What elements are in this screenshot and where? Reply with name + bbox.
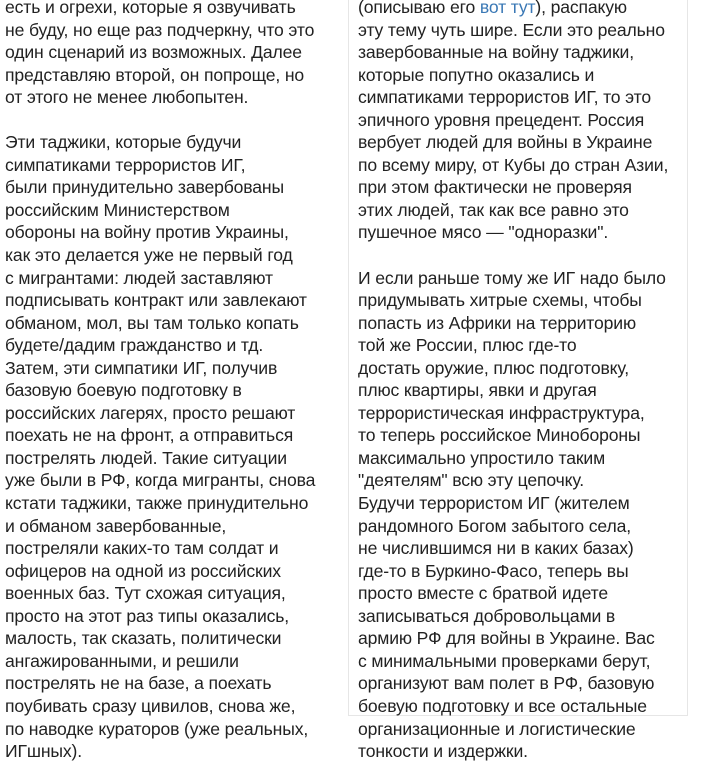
text-line: Затем, эти симпатики ИГ, получив (5, 357, 278, 378)
text-line: при этом фактически не проверяя (358, 177, 632, 198)
text-line: офицеров на одной из российских (5, 560, 281, 581)
text-line: тонкости и издержки. (358, 741, 528, 762)
text-line: кстати таджики, также принудительно (5, 493, 309, 514)
text-line: ИГшных). (5, 741, 82, 762)
left-paragraph-2 (5, 131, 345, 762)
right-column-panel (348, 0, 688, 762)
text-line: от этого не менее любопытен. (5, 87, 249, 108)
text-line: российских лагерях, просто решают (5, 402, 296, 423)
text-line: пострелять людей. Такие ситуации (5, 447, 287, 468)
text-line: "деятелям" всю эту цепочку. (358, 470, 584, 491)
text-line: поехать не на фронт, а отправиться (5, 425, 294, 446)
text-line: организуют вам полет в РФ, базовую (358, 673, 655, 694)
text-line: той же России, плюс где-то (358, 335, 577, 356)
text-line: по наводке кураторов (уже реальных, (5, 718, 309, 739)
right-paragraph-1 (358, 0, 687, 244)
text-line: один сценарий из возможных. Далее (5, 42, 302, 63)
text-line: террористическая инфраструктура, (358, 402, 645, 423)
text-line: просто вместе с братвой идете (358, 583, 609, 604)
text-line: уже были в РФ, когда мигранты, снова (5, 470, 316, 491)
text-line (358, 0, 687, 19)
text-line: не буду, но еще раз подчеркну, что это (5, 19, 315, 40)
text-line: симпатиками террористов ИГ, (5, 154, 246, 175)
text-line: армию РФ для войны в Украине. Вас (358, 628, 655, 649)
text-line: были принудительно завербованы (5, 177, 284, 198)
text-line: завербованные на войну таджики, (358, 42, 634, 63)
text-line: военных баз. Тут схожая ситуация, (5, 583, 286, 604)
text-line: которые попутно оказались и (358, 64, 595, 85)
text-after-link: ), распакую (535, 0, 627, 17)
paragraph-gap (5, 109, 345, 132)
text-line: малость, так сказать, политически (5, 628, 282, 649)
text-line: обороны на войну против Украины, (5, 222, 289, 243)
text-line: базовую боевую подготовку в (5, 380, 242, 401)
paragraph-gap (358, 244, 687, 267)
text-line: российским Министерством (5, 199, 230, 220)
text-line: эпичного уровня прецедент. Россия (358, 109, 645, 130)
text-before-link: (описываю его (358, 0, 480, 17)
text-line: плюс квартиры, явки и другая (358, 380, 597, 401)
text-line: не числившимся ни в каких базах) (358, 538, 634, 559)
text-line: этих людей, так как все равно это (358, 199, 629, 220)
text-line: где-то в Буркино-Фасо, теперь вы (358, 560, 629, 581)
text-line: подписывать контракт или завлекают (5, 290, 307, 311)
text-line: записываться добровольцами в (358, 605, 616, 626)
text-line: будете/дадим гражданство и тд. (5, 335, 264, 356)
left-column (5, 0, 345, 763)
right-paragraph-2 (358, 267, 687, 763)
text-line: организационные и логистические (358, 718, 636, 739)
text-line: представляю второй, он попроще, но (5, 64, 305, 85)
text-line: с мигрантами: людей заставляют (5, 267, 273, 288)
text-line: есть и огрехи, которые я озвучивать (5, 0, 296, 17)
text-line: просто на этот раз типы оказались, (5, 605, 290, 626)
left-paragraph-1 (5, 0, 345, 109)
text-line: с минимальными проверками берут, (358, 650, 651, 671)
text-line: эту тему чуть шире. Если это реально (358, 19, 665, 40)
text-line: пушечное мясо — "одноразки". (358, 222, 609, 243)
text-line: Эти таджики, которые будучи (5, 132, 242, 153)
text-line: пострелять не на базе, а поехать (5, 673, 272, 694)
text-line: И если раньше тому же ИГ надо было (358, 267, 666, 288)
text-line: попасть из Африки на территорию (358, 312, 636, 333)
text-line: достать оружие, плюс подготовку, (358, 357, 630, 378)
text-line: поубивать сразу цивилов, снова же, (5, 695, 296, 716)
text-line: по всему миру, от Кубы до стран Азии, (358, 154, 669, 175)
text-line: максимально упростило таким (358, 447, 606, 468)
text-line: симпатиками террористов ИГ, то это (358, 87, 651, 108)
text-line: боевую подготовку и все остальные (358, 695, 647, 716)
vot-tut-link[interactable]: вот тут (479, 0, 536, 17)
text-line: придумывать хитрые схемы, чтобы (358, 290, 642, 311)
text-line: Будучи террористом ИГ (жителем (358, 493, 630, 514)
text-line: как это делается уже не первый год (5, 245, 293, 266)
text-line: постреляли каких-то там солдат и (5, 538, 279, 559)
text-line: обманом, мол, вы там только копать (5, 312, 299, 333)
text-line: то теперь российское Минобороны (358, 425, 641, 446)
text-line: ангажированными, и решили (5, 650, 239, 671)
text-line: и обманом завербованные, (5, 515, 227, 536)
text-line: рандомного Богом забытого села, (358, 515, 631, 536)
text-line: вербует людей для войны в Украине (358, 132, 653, 153)
